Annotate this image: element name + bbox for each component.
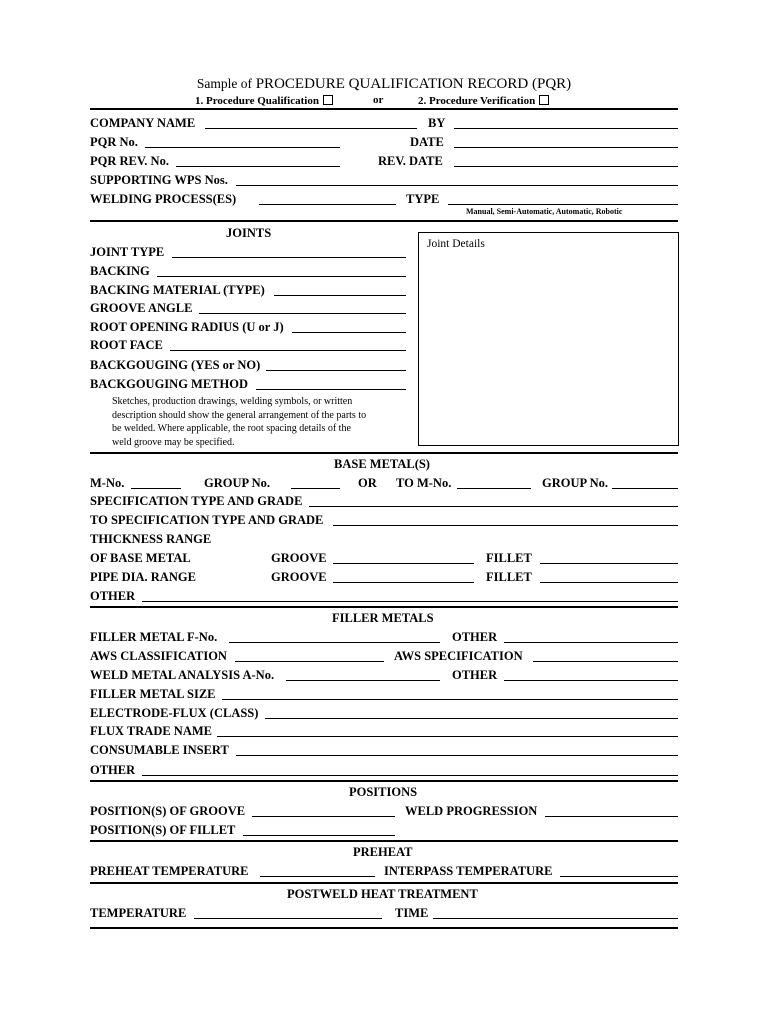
electrode-flux-field[interactable] [265, 718, 678, 719]
flux-trade-label: FLUX TRADE NAME [90, 724, 212, 738]
consumable-label: CONSUMABLE INSERT [90, 743, 229, 757]
filler-size-label: FILLER METAL SIZE [90, 687, 216, 701]
root-face-field[interactable] [170, 350, 406, 351]
positions-heading: POSITIONS [349, 785, 418, 799]
checkbox-qualification[interactable] [323, 95, 333, 105]
company-name-label: COMPANY NAME [90, 116, 196, 130]
root-opening-field[interactable] [292, 332, 406, 333]
checkbox-verification[interactable] [539, 95, 549, 105]
welding-process-label: WELDING PROCESS(ES) [90, 192, 237, 206]
pwht-heading: POSTWELD HEAT TREATMENT [287, 887, 478, 901]
divider [90, 606, 678, 608]
divider [90, 220, 678, 222]
pwht-temperature-label: TEMPERATURE [90, 906, 187, 920]
root-opening-label: ROOT OPENING RADIUS (U or J) [90, 320, 284, 334]
filler-other-3-label: OTHER [90, 763, 136, 777]
aws-class-label: AWS CLASSIFICATION [90, 649, 227, 663]
pqr-rev-no-label: PQR REV. No. [90, 154, 169, 168]
group-no-2-field[interactable] [612, 488, 678, 489]
preheat-temp-label: PREHEAT TEMPERATURE [90, 864, 249, 878]
backing-field[interactable] [157, 276, 406, 277]
option-procedure-qualification[interactable]: 1. Procedure Qualification [195, 95, 333, 107]
backgouging-label: BACKGOUGING (YES or NO) [90, 358, 261, 372]
fillet-pipe-field[interactable] [540, 582, 678, 583]
spec-type-grade-label: SPECIFICATION TYPE AND GRADE [90, 494, 303, 508]
m-no-label: M-No. [90, 476, 125, 490]
root-face-label: ROOT FACE [90, 338, 163, 352]
filler-other-2-field[interactable] [504, 680, 678, 681]
analysis-label: WELD METAL ANALYSIS A-No. [90, 668, 275, 682]
interpass-field[interactable] [560, 876, 678, 877]
group-no-label: GROUP No. [204, 476, 270, 490]
filler-other-2-label: OTHER [452, 668, 498, 682]
joint-details-label: Joint Details [427, 238, 485, 250]
backing-material-label: BACKING MATERIAL (TYPE) [90, 283, 265, 297]
type-note: Manual, Semi-Automatic, Automatic, Robotic [466, 207, 623, 216]
base-other-label: OTHER [90, 589, 136, 603]
filler-other-3-field[interactable] [142, 775, 678, 776]
pqr-no-label: PQR No. [90, 135, 138, 149]
to-m-no-field[interactable] [457, 488, 531, 489]
supporting-wps-field[interactable] [236, 185, 678, 186]
thickness-range-label: THICKNESS RANGE [90, 532, 212, 546]
filler-heading: FILLER METALS [332, 611, 434, 625]
weld-progression-label: WELD PROGRESSION [405, 804, 538, 818]
or-label-base: OR [358, 476, 377, 490]
flux-trade-field[interactable] [217, 736, 678, 737]
divider [90, 452, 678, 454]
joints-heading: JOINTS [226, 226, 272, 240]
joint-type-field[interactable] [172, 257, 406, 258]
fillet-position-label: POSITION(S) OF FILLET [90, 823, 236, 837]
consumable-field[interactable] [236, 755, 678, 756]
pwht-temperature-field[interactable] [194, 918, 382, 919]
filler-other-1-field[interactable] [504, 642, 678, 643]
f-no-label: FILLER METAL F-No. [90, 630, 218, 644]
of-base-metal-label: OF BASE METAL [90, 551, 191, 565]
fillet-position-field[interactable] [243, 835, 395, 836]
joint-sketch-note: Sketches, production drawings, welding symbols, or written description should show the general arrangement of the parts to be welded. Where applicable, the root spacing details of the weld groove may be specified. [112, 396, 367, 448]
fillet-2-label: FILLET [486, 570, 532, 584]
title-prefix: Sample of [196, 76, 252, 91]
groove-thickness-field[interactable] [333, 563, 474, 564]
divider [90, 840, 678, 842]
pqr-no-field[interactable] [145, 147, 340, 148]
fillet-label: FILLET [486, 551, 532, 565]
company-name-field[interactable] [205, 128, 417, 129]
joint-type-label: JOINT TYPE [90, 245, 165, 259]
preheat-heading: PREHEAT [353, 845, 413, 859]
analysis-field[interactable] [286, 680, 440, 681]
backgouging-method-field[interactable] [256, 389, 406, 390]
joint-details-box[interactable] [418, 232, 679, 446]
aws-spec-label: AWS SPECIFICATION [394, 649, 523, 663]
date-field[interactable] [454, 147, 678, 148]
groove-position-field[interactable] [252, 816, 395, 817]
type-field[interactable] [448, 204, 678, 205]
groove-angle-label: GROOVE ANGLE [90, 301, 193, 315]
group-no-field[interactable] [291, 488, 340, 489]
pwht-time-field[interactable] [433, 918, 678, 919]
backgouging-field[interactable] [266, 370, 406, 371]
group-no-2-label: GROUP No. [542, 476, 608, 490]
base-metal-heading: BASE METAL(S) [334, 457, 430, 471]
to-spec-type-grade-field[interactable] [333, 525, 678, 526]
backgouging-method-label: BACKGOUGING METHOD [90, 377, 248, 391]
filler-other-1-label: OTHER [452, 630, 498, 644]
rev-date-label: REV. DATE [378, 154, 443, 168]
date-label: DATE [410, 135, 444, 149]
pipe-dia-range-label: PIPE DIA. RANGE [90, 570, 196, 584]
divider [90, 927, 678, 929]
by-label: BY [428, 116, 446, 130]
backing-material-field[interactable] [274, 295, 406, 296]
type-label: TYPE [406, 192, 440, 206]
spec-type-grade-field[interactable] [309, 506, 678, 507]
groove-label: GROOVE [271, 551, 327, 565]
m-no-field[interactable] [131, 488, 181, 489]
base-other-field[interactable] [142, 601, 678, 602]
by-field[interactable] [454, 128, 678, 129]
to-spec-type-grade-label: TO SPECIFICATION TYPE AND GRADE [90, 513, 324, 527]
groove-2-label: GROOVE [271, 570, 327, 584]
groove-position-label: POSITION(S) OF GROOVE [90, 804, 246, 818]
f-no-field[interactable] [229, 642, 440, 643]
groove-pipe-field[interactable] [333, 582, 474, 583]
pwht-time-label: TIME [395, 906, 429, 920]
backing-label: BACKING [90, 264, 150, 278]
title-main: PROCEDURE QUALIFICATION RECORD (PQR) [255, 76, 572, 92]
filler-size-field[interactable] [222, 699, 678, 700]
supporting-wps-label: SUPPORTING WPS Nos. [90, 173, 228, 187]
or-label: or [373, 94, 384, 106]
aws-class-field[interactable] [235, 661, 384, 662]
electrode-flux-label: ELECTRODE-FLUX (CLASS) [90, 706, 259, 720]
divider [90, 882, 678, 884]
to-m-no-label: TO M-No. [396, 476, 452, 490]
fillet-thickness-field[interactable] [540, 563, 678, 564]
divider [90, 108, 678, 110]
aws-spec-field[interactable] [533, 661, 678, 662]
weld-progression-field[interactable] [545, 816, 678, 817]
preheat-temp-field[interactable] [260, 876, 375, 877]
pqr-rev-no-field[interactable] [176, 166, 340, 167]
groove-angle-field[interactable] [199, 313, 406, 314]
welding-process-field[interactable] [259, 204, 396, 205]
rev-date-field[interactable] [454, 166, 678, 167]
form-title [90, 77, 678, 92]
interpass-label: INTERPASS TEMPERATURE [384, 864, 553, 878]
divider [90, 780, 678, 782]
option-procedure-verification[interactable]: 2. Procedure Verification [418, 95, 549, 107]
